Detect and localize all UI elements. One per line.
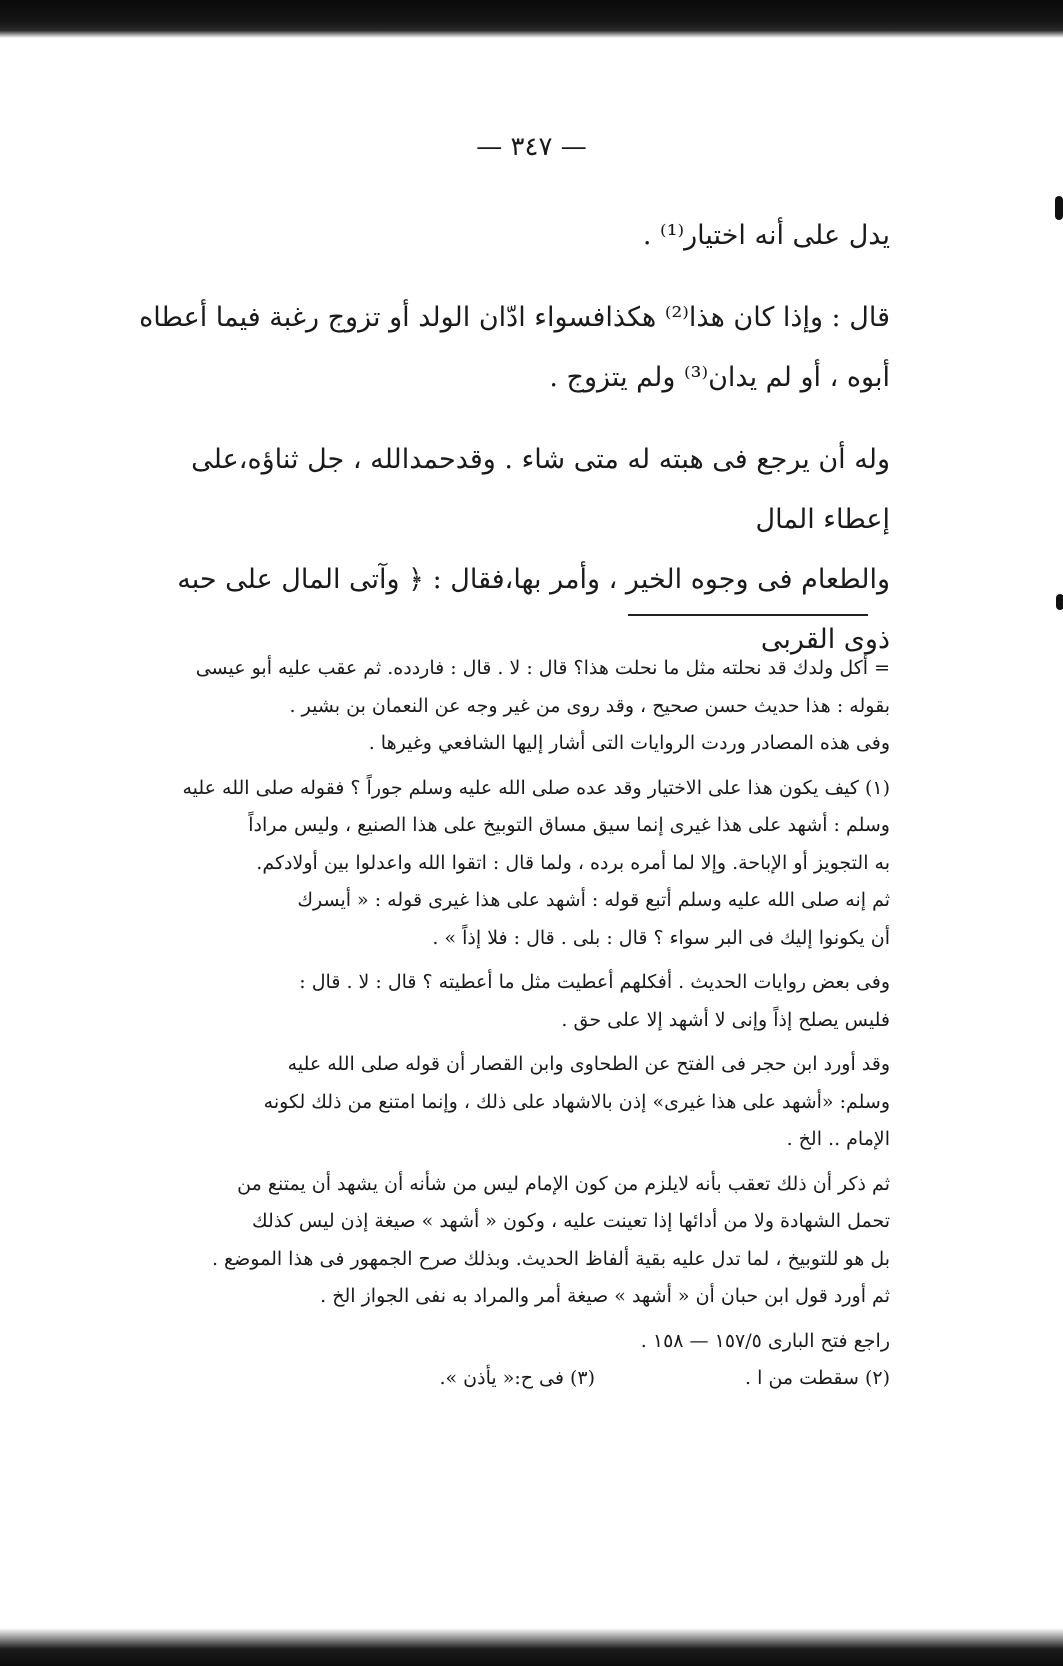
footnotes	[130, 650, 890, 1398]
main-line: قال : وإذا كان هذا⁽²⁾ هكذافسواء ادّان الولد أو تزوج رغبة فيما أعطاه	[139, 302, 890, 333]
footnote-line: = أكل ولدك قد نحلته مثل ما نحلت هذا؟ قال : لا . قال : فاردده. ثم عقب عليه أبو عيسى	[195, 657, 890, 679]
footnote-line: وفى بعض روايات الحديث . أفكلهم أعطيت مثل ما أعطيته ؟ قال : لا . قال :	[299, 971, 890, 993]
footnote-line: بل هو للتوبيخ ، لما تدل عليه بقية ألفاظ الحديث. وبذلك صرح الجمهور فى هذا الموضع .	[211, 1247, 890, 1270]
footnote-line: فليس يصلح إذاً وإنى لا أشهد إلا على حق .	[561, 1008, 890, 1031]
main-line: أبوه ، أو لم يدان⁽³⁾ ولم يتزوج .	[549, 362, 890, 393]
footnote-divider	[628, 614, 868, 616]
footnote-line: (١) كيف يكون هذا على الاختيار وقد عده صلى الله عليه وسلم جوراً ؟ فقوله صلى الله عليه	[182, 776, 890, 799]
footnote-line: ثم إنه صلى الله عليه وسلم أتبع قوله : أشهد على هذا غيرى قوله : « أيسرك	[297, 889, 890, 911]
main-line: يدل على أنه اختيار⁽¹⁾ .	[642, 220, 890, 251]
main-line: وله أن يرجع فى هبته له متى شاء . وقدحمدالله ، جل ثناؤه،على إعطاء المال	[191, 444, 890, 535]
main-line: والطعام فى وجوه الخير ، وأمر بها،فقال : ﴿ وآتى المال على حبه ذوى القربى	[177, 564, 890, 655]
main-text	[130, 206, 890, 670]
scan-bottom-edge	[0, 1628, 1063, 1666]
footnote-line: به التجويز أو الإباحة. وإلا لما أمره برده ، ولما قال : اتقوا الله واعدلوا بين أولادكم.	[256, 851, 890, 874]
footnote-line: الإمام .. الخ .	[786, 1128, 890, 1150]
footnote-line: بقوله : هذا حديث حسن صحيح ، وقد روى من غير وجه عن النعمان بن بشير .	[289, 694, 890, 717]
footnote-line: تحمل الشهادة ولا من أدائها إذا تعينت عليه ، وكون « أشهد » صيغة إذن ليس كذلك	[252, 1210, 890, 1232]
footnote-notes-row	[130, 1360, 890, 1398]
page-number: — ٣٤٧ —	[476, 132, 587, 162]
footnote-line: وقد أورد ابن حجر فى الفتح عن الطحاوى وابن القصار أن قوله صلى الله عليه	[287, 1053, 890, 1075]
footnote-line: وفى هذه المصادر وردت الروايات التى أشار إليها الشافعي وغيرها .	[368, 732, 890, 754]
footnote-2: (٢) سقطت من ا .	[745, 1367, 890, 1389]
footnote-line: راجع فتح البارى ١٥٧/٥ — ١٥٨ .	[640, 1329, 890, 1352]
footnote-line: ثم ذكر أن ذلك تعقب بأنه لايلزم من كون الإمام ليس من شأنه أن يشهد أن يمتنع من	[237, 1172, 890, 1195]
footnote-3: (٣) فى ح:« يأذن ».	[439, 1367, 596, 1389]
footnote-line: وسلم : أشهد على هذا غيرى إنما سيق مساق التوبيخ على هذا الصنيع ، وليس مراداً	[248, 814, 890, 836]
footnote-line: وسلم: «أشهد على هذا غيرى» إذن بالاشهاد على ذلك ، وإنما امتنع من ذلك لكونه	[263, 1090, 890, 1113]
footnote-line: أن يكونوا إليك فى البر سواء ؟ قال : بلى . قال : فلا إذاً » .	[432, 926, 890, 949]
footnote-line: ثم أورد قول ابن حبان أن « أشهد » صيغة أمر والمراد به نفى الجواز الخ .	[320, 1285, 890, 1307]
